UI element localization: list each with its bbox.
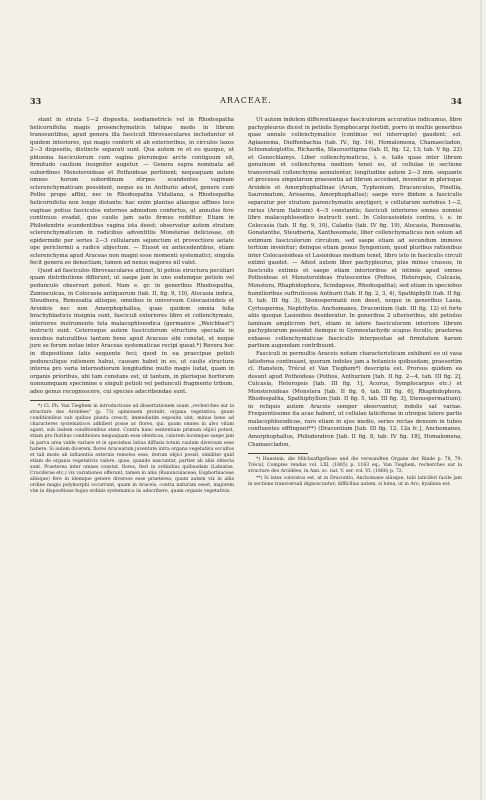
left-paragraph: stant in strata 1—2 disposita, isodiametricis vel in Rhodospatha helicornifolia magis prosenchymaticis talique modo in librum transeuntibus, apud genera illa fasciculi fibrovasculares includuntur et quidem interiores, qui magis conferti et ab exterioribus, in circulos laxos 2—3 dispositis, distincte separati sunt. Qua autem re et eo quoque, ut phloema fasciculorum cum vagina plerumque arcte contiguum sit, firmitudo caulium insigniter augetur. — Genera supra nominata ad subordines Monsteroideae et Pothoideae pertinent; nequaquam autem omnes horum subordinum stirpes scandentes vaginam sclerenchymaticam possident, neque ea in Anthurio adest, genere cum Potho prope affini, nec in Rhodospatha Vidaliana, a Rhodospatha helicornifolia non longe distante; hac enim plantae aliaeque affines loco vaginae potius fasciculos externos admodum confertos, ut annulus fere continuus evadat, quo caulis jam satis firmus redditur. Etiam in Philodendris scandentibus vagina ista deest; observatur autem stratum sclerenchymaticum in radicibus adventitiis Monsterae deliciosae, ob epidermide per series 2—3 cellularum sejunctum et provectiore aetate ope periclermii a radice abjectum. — Eiusot ex antecedentibus, etiam sclerenchyma apud Araceas non magni esse momenti systematici; singula fecit genera eo denoctiam, tamen ad nexus majores nil valet. [30, 117, 234, 267]
footnote: *) Hanstein, die Milchsaftgefässe und die verwandten Organe der Rinde p. 78, 79; Trécul, Comptes rendus vol. LXI. (1865) p. 1163 eq.; Van Tieghem, recherches sur la structure des Aroïdées, in Ann. sc. nat. V. ser. vol. VI. (1866) p. 72. [248, 457, 462, 475]
right-column [248, 117, 462, 488]
footnote: *) Cl. Ph. Van Tieghem in introductione ad dissertationem suam „recherches sur la structure des Aroïdées" (p. 73) opinionem protulit, organa vegetativa, quum conditionibus sub quibus planta crescit, immediatim exposita sint, minus bene ad characteres systematicos adhiberi posse ac flores, qui, quum omnes in alvo vitam agant, sub iisdem conditionibus stent. Contra hanc sententiam primum objici potest, etiam pro floribus conditiones nequaquam esse identicas, calorem lucemque saepe jam in parva area valde variare et in speciebus latius diffusis totum caulum diversum esse habere. Si autem dicerem, flores Aracearum juventute intra organa vegetativa occultos et tali modo ab influentiis externis remotos esse, iterum objici possit, similiter quid etiam de organis vegetativis valere, quae, quando nascuntur, partier ab aliis obtecta sunt. Praeterea inter omnes constat, flores, fieri in ordinibus quibusdam (Labiatae, Cruciferae etc.) vix variationes offerunt, tamen in aliis (Ranunculaceae, Euphorbiaceae aliisque) fere in idemque genere diversos esse praeterea; quum autem vix in aliis ordine magis polymorphi occurrunt, quam in Araceis, contra naturam esset, majorem vim in dispositione hujus ordinis systematica iis adscribere, quam organis vegetativis. [30, 404, 234, 494]
page-edge [480, 0, 482, 800]
page-number-left: 33 [30, 96, 42, 106]
footnote-rule [248, 453, 308, 454]
right-paragraph: Ut autem indolem differentiasque fasciculorum accuratius indicamus, libre pachypleurus dicest in petiolis Symphocarpi foetidi, porro in multis generibus quae annulo collenchymatico (continuo vel interrupto) gaudent: sol. Aglaonema, Dieffenbachia (tab. IV., fig. 14), Homalomena, Chamaecladon, Schismatoglottis, Richardia, Stauroottigma (tab. II, fig. 12, 13; tab. V fig. 22) et Gonochlamys. Liber collenchymaticus, i. e. talis quae inter librum genuinum et collenchyma medium tenet eo, ut cellulae in sectione transversali collenchyma aemulentur, longitudine autem 2—3 mm. sequante et processu singularum praesentia ad librum accedant, invenitur in plerisque Aroideis et Amorphophallinae (Arum, Typhonium, Dracunculus, Pinellia, Sauromatum, Arisaema, Amorphophallus); saepe vero ibidem a fasciculis separatur per stratum parenchymatis amyligeri, e cellularum seriebus 1—2, rarius (Arum Italicum) 4—5 constantis; fasciculi interiores omnes nonnisi libro malacophloeodico instructi sunt. In Colocasioideis contra, i. e. in Colocasia (tab. II fig. 9, 10), Caladio (tab. IV fig. 19), Alocasia, Remusatia, Gonatanthe, Steudneria, Xanthosomate, liber collenchymaticus non solum ad extimum fasciculorum circulum, sed saepe etiam ad secundum immove tertium invenitur; deinque etiam genus Syngonium, quod pluribus rationibus inter Colocasioideas et Lasioideas medium tenet, libro isto in fasciculis circuli extimi gaudet. — Adest autem liber pachypleurus, plus minus crassus, in fasciculis extimis et saepe etiam interioribus et intimis apud omnes Pothoideas et Monsteroideas frutescentes (Pothos, Heteropsis, Culcasia, Monstera, Rhaphidophora, Scindapsus, Rhodospatha); sed etiam in speciebus humilioribus suffruticosis Anthurii (tab. II fig. 2, 3, 4), Spathiphylli (tab. II fig. 5, tab. III fig. 3), Stenospermatii non deest, neque in generibus Lasia, Cyrtosperma, Nephthytis, Anchomanes, Dracontium (tab. III fig. 12) et forte aliis quoque Lasioideis desideratur. In generibus 2 ulterioribus, ubi petiolus laminam amplicrem fert, etiam in latere fasciculorum interiore librum pachypleurum possidet itemque in Gymnostachyde scapus foculis; praeterea exhaeso collenchymaticae fasciculis interpositae ad firmitatem harum partium augendam contribuunt. [248, 117, 462, 350]
footnote: **) Si latex coloratus est, ut in Dracontio, Anchomane aliisque, tubi laticiferi facile jam in sectione transversali dignoscuntur; difficilius autem, si lutea, ut in Aro, hyalinus est. [248, 476, 462, 488]
footnote-rule [30, 400, 90, 401]
left-paragraph: Quod ad fasciculos fibrovasculares attinet, hi potius structura peculiari quam distributione differunt, ut saepe jam in uno eodemque petiolo vel pedunculo observari potest. Nam e. gr. in generibus Rhodospatha, Zamioculcas, in Colocasia antiquorum (tab. II, fig. 9, 10), Alocasia indica, Steudnera, Remusatia aliisque, omnibus in universum Colocasioideis et Aroideis nec non Amorphophallea, quae quidem omnia folia brachyblasticis insignia sunt, fasciculi exteriores libro et collenchymate, interiores instrumento tela malacophloeodica (germanice „Weichbast") instructi sunt. Ceterosque autem fasciculorum structura specialis in nexubus naturalibus tantum bene apud Araceas sibi constat, et neque jure se forum notae inter Araceas systematicae recipi queat.*) Revera hoc in dispositione latis sequente feci; quod in ea praecipue petioli pedunculique rationem habui, causam habet in eo, ut caulis structura interna pro varia internodiorum longitudine multo magis ludat, quam in organis prioribus, ubi tam constans est, ut tantum, in plerisque horforum nonnumquam specimine e singuli petioli vel pedunculi fragmento tribum, adeo genus recognoscere, cui species adscribendae sunt. [30, 267, 234, 395]
left-column [30, 117, 234, 495]
running-title: ARACEAE. [220, 96, 272, 105]
page-number-right: 34 [450, 96, 462, 106]
running-header [30, 96, 462, 110]
right-paragraph: Fasciculi in permultis Araceis notam characteristicam exhibent eo ut vasa latioforea continuant, quorum indoles jam a botanicis quibusdam, praesertim cl. Hanstein, Trécul et Van Tieghem*) descripta est. Prorsus quidem ea desunt apud Pothoideas (Pothos, Anthurium [tab. II fig. 2—4, tab. III fig. 2], Culcasia, Heteropsis [tab. III fig. 1], Acorus, Symplocarpus etc.) et Monsteroideas (Monstera [tab. II fig. 6, tab. III fig. 6], Rhaphidophora, Rhodospatha, Spathiphyllum [tab. II fig. 5, tab. III fig. 3], Stenospermatium); in reliquis autem Araceis semper observantur, indolis sat variae. Frequentissime ita acae habent, ut cellulae laticiferae in utroque latere partis malacophloeodicae, raro etiam in ejus medio, series rectas densum in tubos confluentes efffingunt**) (Dracontium [tab. III fig. 12, 12a fc.], Anchomanes, Amorphophallus, Philodendron [tab. II fig. 8, tab. IV fig. 18], Homalomena, Chamaecladon, [248, 350, 462, 448]
